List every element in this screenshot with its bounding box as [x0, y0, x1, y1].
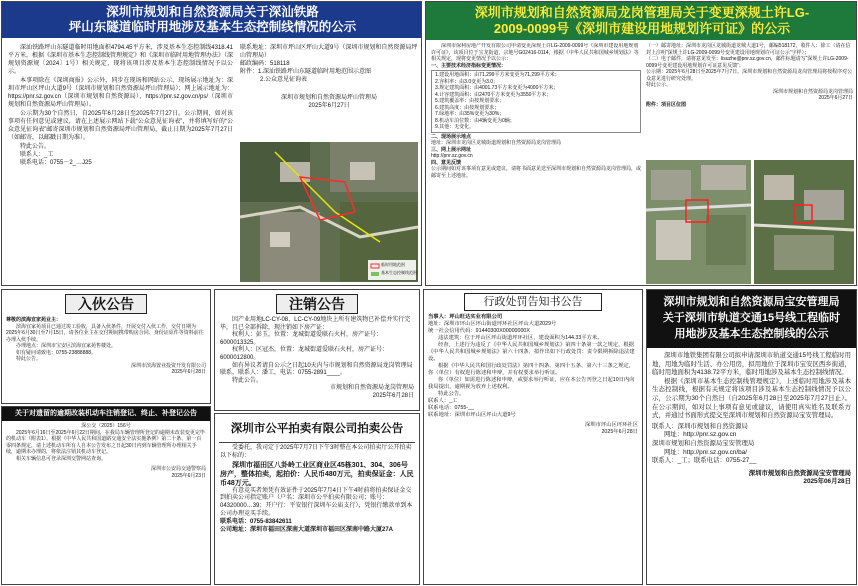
notice-body	[215, 445, 419, 534]
para: 本事项除在《深圳商报》公示外，同步在现场和网站公示，现场展示地址为：深圳市坪山区坪山大道9号（深圳市规划和自然资源局坪山管理局）；网上展示地址为：https://pnr.sz.gov.cn（深圳市规划和自然资源局），https://pnr.sz.gov.cn/ps/（深圳市规划和自然资源局坪山管理局）。	[8, 78, 233, 108]
notice-title	[2, 2, 422, 38]
notice-deregistration	[214, 289, 420, 411]
party: 当事人：坪山旺达实业有限公司	[428, 314, 503, 320]
auction-item: 深圳市福田区八卦岭工业区商业区45栋301、304、306号房产，整体拍卖，起拍价：人民币480万元，拍卖保证金：人民币48万元。	[220, 461, 414, 487]
owner-2: 权利人：区冠杰，位置：龙城街道爱联石火村，房产证号：6000012800。	[220, 347, 389, 361]
address: 联系地址：深圳市坪山区坪山大道9号（深圳市规划和自然资源局坪山管理局）	[240, 45, 418, 59]
left-column	[8, 44, 233, 284]
date: 2025年6月28日	[601, 429, 638, 435]
notice-title: 行政处罚告知书公告	[464, 293, 602, 311]
para: 经查，上述行为违反了《中华人民共和国城乡规划法》第四十条第一款之规定，根据《中华人民共和国城乡规划法》第六十四条，拟作出如下行政处罚：责令限期拆除违法建设。	[428, 342, 635, 362]
website: 网址：http://pnr.sz.gov.cn/ba/	[664, 448, 747, 456]
para: 滨海宜家苑项目已通过竣工验收，具备入伙条件，开展交付入伙工作，交付日期为2025年6月30日至7月15日，请各位业主在交付期间携带购房合同、身份证原件等资料前往办理入伙手续。	[6, 323, 204, 343]
notice-body	[215, 317, 419, 401]
notice-body	[424, 314, 642, 436]
contact-phone: 联系电话：0755-__	[428, 405, 474, 411]
attachment-2: 2.公众意见征询表	[260, 77, 308, 83]
location-photo-right	[754, 160, 854, 284]
title-line-1: 深圳市规划和自然资源局龙岗管理局关于变更深规土许LG-	[474, 5, 810, 20]
legend-eco-line: 基本生态控制线范围	[381, 270, 417, 275]
notice-title: 关于对遗留的逾期改装机动车注销登记、终止、补登记公告	[2, 407, 210, 421]
location-photo-right-svg	[754, 160, 854, 284]
para: 深圳市地铁集团有限公司拟申请深圳市轨道交通15号线工程临时用地，用地为临时生活、办公用房，拟用地位于深圳市宝安区西乡街道，临时用地面积为4138.72平方米，临时用地涉及基本生态控制线情况。	[652, 352, 851, 377]
notice-body	[2, 421, 210, 481]
aerial-map-svg	[240, 142, 418, 282]
notice-move-in	[1, 289, 211, 404]
section-heading: 一、主要技术经济指标变更情况：	[431, 62, 507, 69]
notice-title: 深圳市公平拍卖有限公司拍卖公告	[219, 416, 415, 443]
para: 深汕铁路坪山东隧道临时用地面积4794.45平方米，涉及基本生态控制线4318.41平方米，根据《深圳市基本生态控制线管理规定》和《深圳市临时用地管理办法》（深规划资源规〔2024〕1号）相关规定，现将该项目涉及基本生态控制线情况予以公示。	[8, 45, 234, 75]
closing: 特此公告。	[16, 356, 42, 362]
website: 网址：http://pnr.sz.gov.cn	[664, 431, 737, 439]
indicator-row: 1.建设用地面积：由71,299平方米变更为71,299平方米；	[435, 72, 560, 78]
contact-phone: 联系人：_工；联系电话：0755-27__	[652, 457, 757, 465]
attachment-label: 附件：项目区位图	[646, 101, 687, 108]
org-name: 深圳市规划和自然资源局坪山管理局	[280, 95, 377, 101]
legend-temp-land: 临时用地范围	[381, 262, 405, 267]
right-column	[240, 44, 418, 144]
date: 2025年6月28日	[372, 392, 414, 399]
date: 2025年6月28日	[171, 369, 206, 375]
mail-info: （一）邮寄地址：深圳市龙岗区龙城街道龙城大道1号，邮编518172，收件人：徐工（请在信封上注明“深规土许LG-2009-0099号变更建设用地规划许可证公示”字样）；	[646, 43, 851, 56]
title-line-2: 坪山东隧道临时用地涉及基本生态控制线情况的公示	[68, 20, 357, 34]
org-name: 深圳市规划和自然资源局宝安管理局	[748, 469, 851, 477]
indicator-table	[431, 70, 641, 133]
para: 如有异议者请自公示之日起10天内与市规划和自然资源局龙岗管理局联系，联系人：潘工，电话：0755-2891____。	[220, 362, 413, 377]
section-heading: 二、现场展示地点	[431, 133, 472, 140]
para: 根据《深圳市基本生态控制线管理规定》，上述临时用地涉及基本生态控制线，根据有关规定将该项目涉及基本生态控制线情况予以公示，公示期为30个自然日（自2025年6月28日至2025年7月27日止）。在公示期间，如对以上事项有意见或建议，请使用真实姓名及联系方式，并通过书面形式提交至深圳市规划和自然资源局宝安管理局。	[652, 377, 851, 420]
indicator-row: 9.其他：无变化。	[435, 124, 475, 130]
notice-title	[426, 2, 857, 40]
indicator-row: 2.容积率：由3.0变更为3.0；	[435, 78, 499, 85]
para: 因产业用地LC-CY-08、LC-CY-09地块上所有建筑物已补偿并实行完毕，且已全部拆除，现注销如下房产证：	[220, 317, 411, 331]
right-column	[646, 43, 853, 153]
location-photo-left	[646, 160, 751, 284]
section-heading: 三、网上展示网址	[431, 146, 472, 153]
aerial-map-image	[240, 142, 418, 282]
notice-body	[647, 348, 856, 491]
indicator-row: 7.绿地率：由35%变更为30%；	[435, 111, 505, 117]
email-info: （二）电子邮件，请将意见发至：lisuzhe@pnr.sz.gov.cn，邮件标题请写“深规土许LG-2009-0099号变更建设用地规划许可证意见反馈”；	[646, 56, 849, 69]
section-heading: 四、意见反馈	[431, 159, 462, 166]
notice-title	[647, 290, 856, 348]
body-column	[431, 43, 641, 285]
title-line-2: 2009-0099号《深圳市建设用地规划许可证》的公示	[493, 21, 791, 36]
indicator-row: 6.建筑高度：由按规划要求；	[435, 104, 500, 111]
para: 受委托，我司定于2025年7月7日下午3时整在本公司拍卖厅公开拍卖以下标的：	[220, 445, 412, 459]
indicator-row: 5.建筑覆盖率：由按规划要求；	[435, 98, 505, 104]
notice-auction	[214, 413, 420, 585]
closing: 特此公示。	[646, 82, 672, 88]
notice-title: 注销公告	[276, 294, 358, 314]
contact-address: 联系地址：深圳市坪山区坪山大道9号	[428, 412, 516, 418]
notice-pingshan-tunnel	[1, 1, 422, 286]
org-name: 深圳市坪山区坪环社区	[585, 422, 638, 428]
org-name: 深圳市滨海置业投资开发有限公司	[130, 362, 206, 369]
notice-longgang-permit	[425, 1, 857, 286]
title-line-3: 用地涉及基本生态控制线的公示	[674, 328, 829, 340]
location-photo-left-svg	[646, 160, 751, 284]
para: 有意竞买者须凭有效证件于2025年7月4日下午4时前将拍卖保证金交到拍卖公司指定账户（户名：深圳市公平拍卖有限公司；账号：04320000…39；开户行：平安银行深圳车公庙支行），凭银行缴款单到本公司办理竞买手续。	[220, 487, 413, 517]
notice-title: 入伙公告	[65, 294, 147, 314]
para: 违法建筑：位于坪山区坪山街道坪环社区，建设面积为144.33平方米。	[438, 335, 603, 341]
org-name: 深圳市规划和自然资源局龙岗管理局	[772, 88, 853, 95]
date: 2025年06月28日	[803, 478, 851, 486]
contact-person: 联系人：_工	[428, 398, 458, 404]
date: 2025年6月23日	[171, 472, 206, 479]
feedback: 公示期间如对该事项有意见或建议，请将书面意见送至深圳市规划和自然资源局龙岗管理局，或邮寄至上述地址。	[431, 166, 641, 179]
postcode: 邮政编码：518118	[240, 61, 290, 67]
org-name: 深圳市公安局交通警察局	[150, 466, 206, 472]
indicator-row: 8.机动车泊位数：由4辆变更为0辆；	[435, 117, 515, 124]
period-info: 公示期：2025年6月28日至2025年7月7日。深圳市规划和自然资源局龙岗管理局将按程序对公众意见进行研究处理。	[646, 69, 853, 82]
owner-1: 权利人：彭玉，位置：龙城街道爱联石火村，房产证号：6000013325。	[220, 332, 383, 346]
greeting: 尊敬的滨海宜家苑业主：	[6, 317, 62, 323]
title-line-1: 深圳市规划和自然资源局关于深汕铁路	[106, 5, 319, 19]
title-line-1: 深圳市规划和自然资源局宝安管理局	[663, 296, 840, 308]
indicator-row: 3.规定建筑面积：由4001.73平方米变更为4000平方米；	[435, 85, 559, 91]
para: 你（单位）如需进行陈述和申辩，或要求举行听证，应在本公告刊登之日起10日内向我局提出，逾期视为放弃上述权利。	[428, 377, 635, 390]
website: http://pnr.sz.gov.cn	[431, 153, 473, 159]
display-address: 地址：深圳市龙岗区龙城街道规划和自然资源局龙岗管理局	[431, 140, 562, 146]
doc-number: 深公交（2025）156号	[81, 423, 131, 429]
para: 如有疑问请致电：0755-23888888。	[16, 349, 97, 356]
para: 相关车辆信息可登录深圳交警网站查询。	[16, 455, 107, 462]
org-name: 市规划和自然资源局龙岗管理局	[329, 385, 414, 392]
contact-line: 深圳市规划和自然资源局宝安管理局	[652, 439, 755, 447]
notice-penalty	[423, 289, 643, 585]
phone: 联系电话：0755-83842611	[220, 518, 292, 525]
para: 根据《中华人民共和国行政处罚法》第四十四条、第四十五条、第六十三条之规定，你（单位）有权进行陈述和申辩，并有权要求举行听证。	[428, 363, 634, 376]
attachment-1: 附件：1.深汕铁路坪山东隧道临时用地范围示意图	[240, 69, 372, 75]
address: 地址：深圳市坪山区坪山街道坪环社区坪山大道2029号	[428, 321, 557, 327]
date: 2025年6月27日	[818, 95, 853, 101]
contact-line: 联系人：深圳市规划和自然资源局	[652, 422, 748, 430]
closing: 特此公告。	[438, 391, 465, 397]
address: 公司地址：深圳市福田区深南大道深圳市福田区深南中路大厦27A	[220, 526, 394, 533]
para: 办理地点：深圳市宝安区滨海宜家苑售楼处。	[16, 343, 117, 349]
para: 公示期为30个自然日，自2025年6月28日至2025年7月27日。公示期间，如对该事项有任何意见或建议，请在上述展示网站下载“公众意见征询表”，并将填写好的“公众意见征询表”邮寄深圳市规划和自然资源局坪山管理局，截止日期为2025年7月27日（如邮寄，以邮戳日期为准）。	[8, 111, 233, 141]
notice-vehicle-registration	[1, 406, 211, 585]
title-line-2: 关于深圳市轨道交通15号线工程临时	[662, 312, 841, 324]
para: 特此公告。	[20, 144, 51, 150]
contact-person: 联系人：_工	[20, 152, 54, 158]
contact-phone: 联系电话：0755－2_…J25	[20, 160, 92, 166]
closing: 特此公告。	[232, 377, 263, 384]
credit-code: 统一社会信用代码：91440300X00000000X	[428, 328, 530, 334]
date: 2025年6月27日	[308, 103, 350, 109]
intro: 深圳市保利房地产开发有限公司申请变更深规土许LG-2009-0099号《深圳市建设用地规划许可证》，该项目位于宝龙街道，宗地号G02416-0114，根据《中华人民共和国城乡规划法》等相关规定，现将变更情况予以公示：	[431, 43, 639, 62]
notice-body	[2, 317, 210, 376]
indicator-row: 4.计容建筑面积：由2470平方米变更为3550平方米；	[435, 91, 552, 98]
para: 2025年6月16日至2025年6月22日期间，在我局车辆管理所登记的逾期未改装变更完毕的机动车（附表1）。根据《中华人民共和国道路交通安全法实施条例》第二十条、第一百零四条规定，请上述机动车所有人自本公告发布之日起30日内到车辆管理所办理相关手续，逾期未办理的，将依法注销其机动车登记。	[6, 429, 205, 455]
notice-baoan-line15	[646, 289, 857, 585]
